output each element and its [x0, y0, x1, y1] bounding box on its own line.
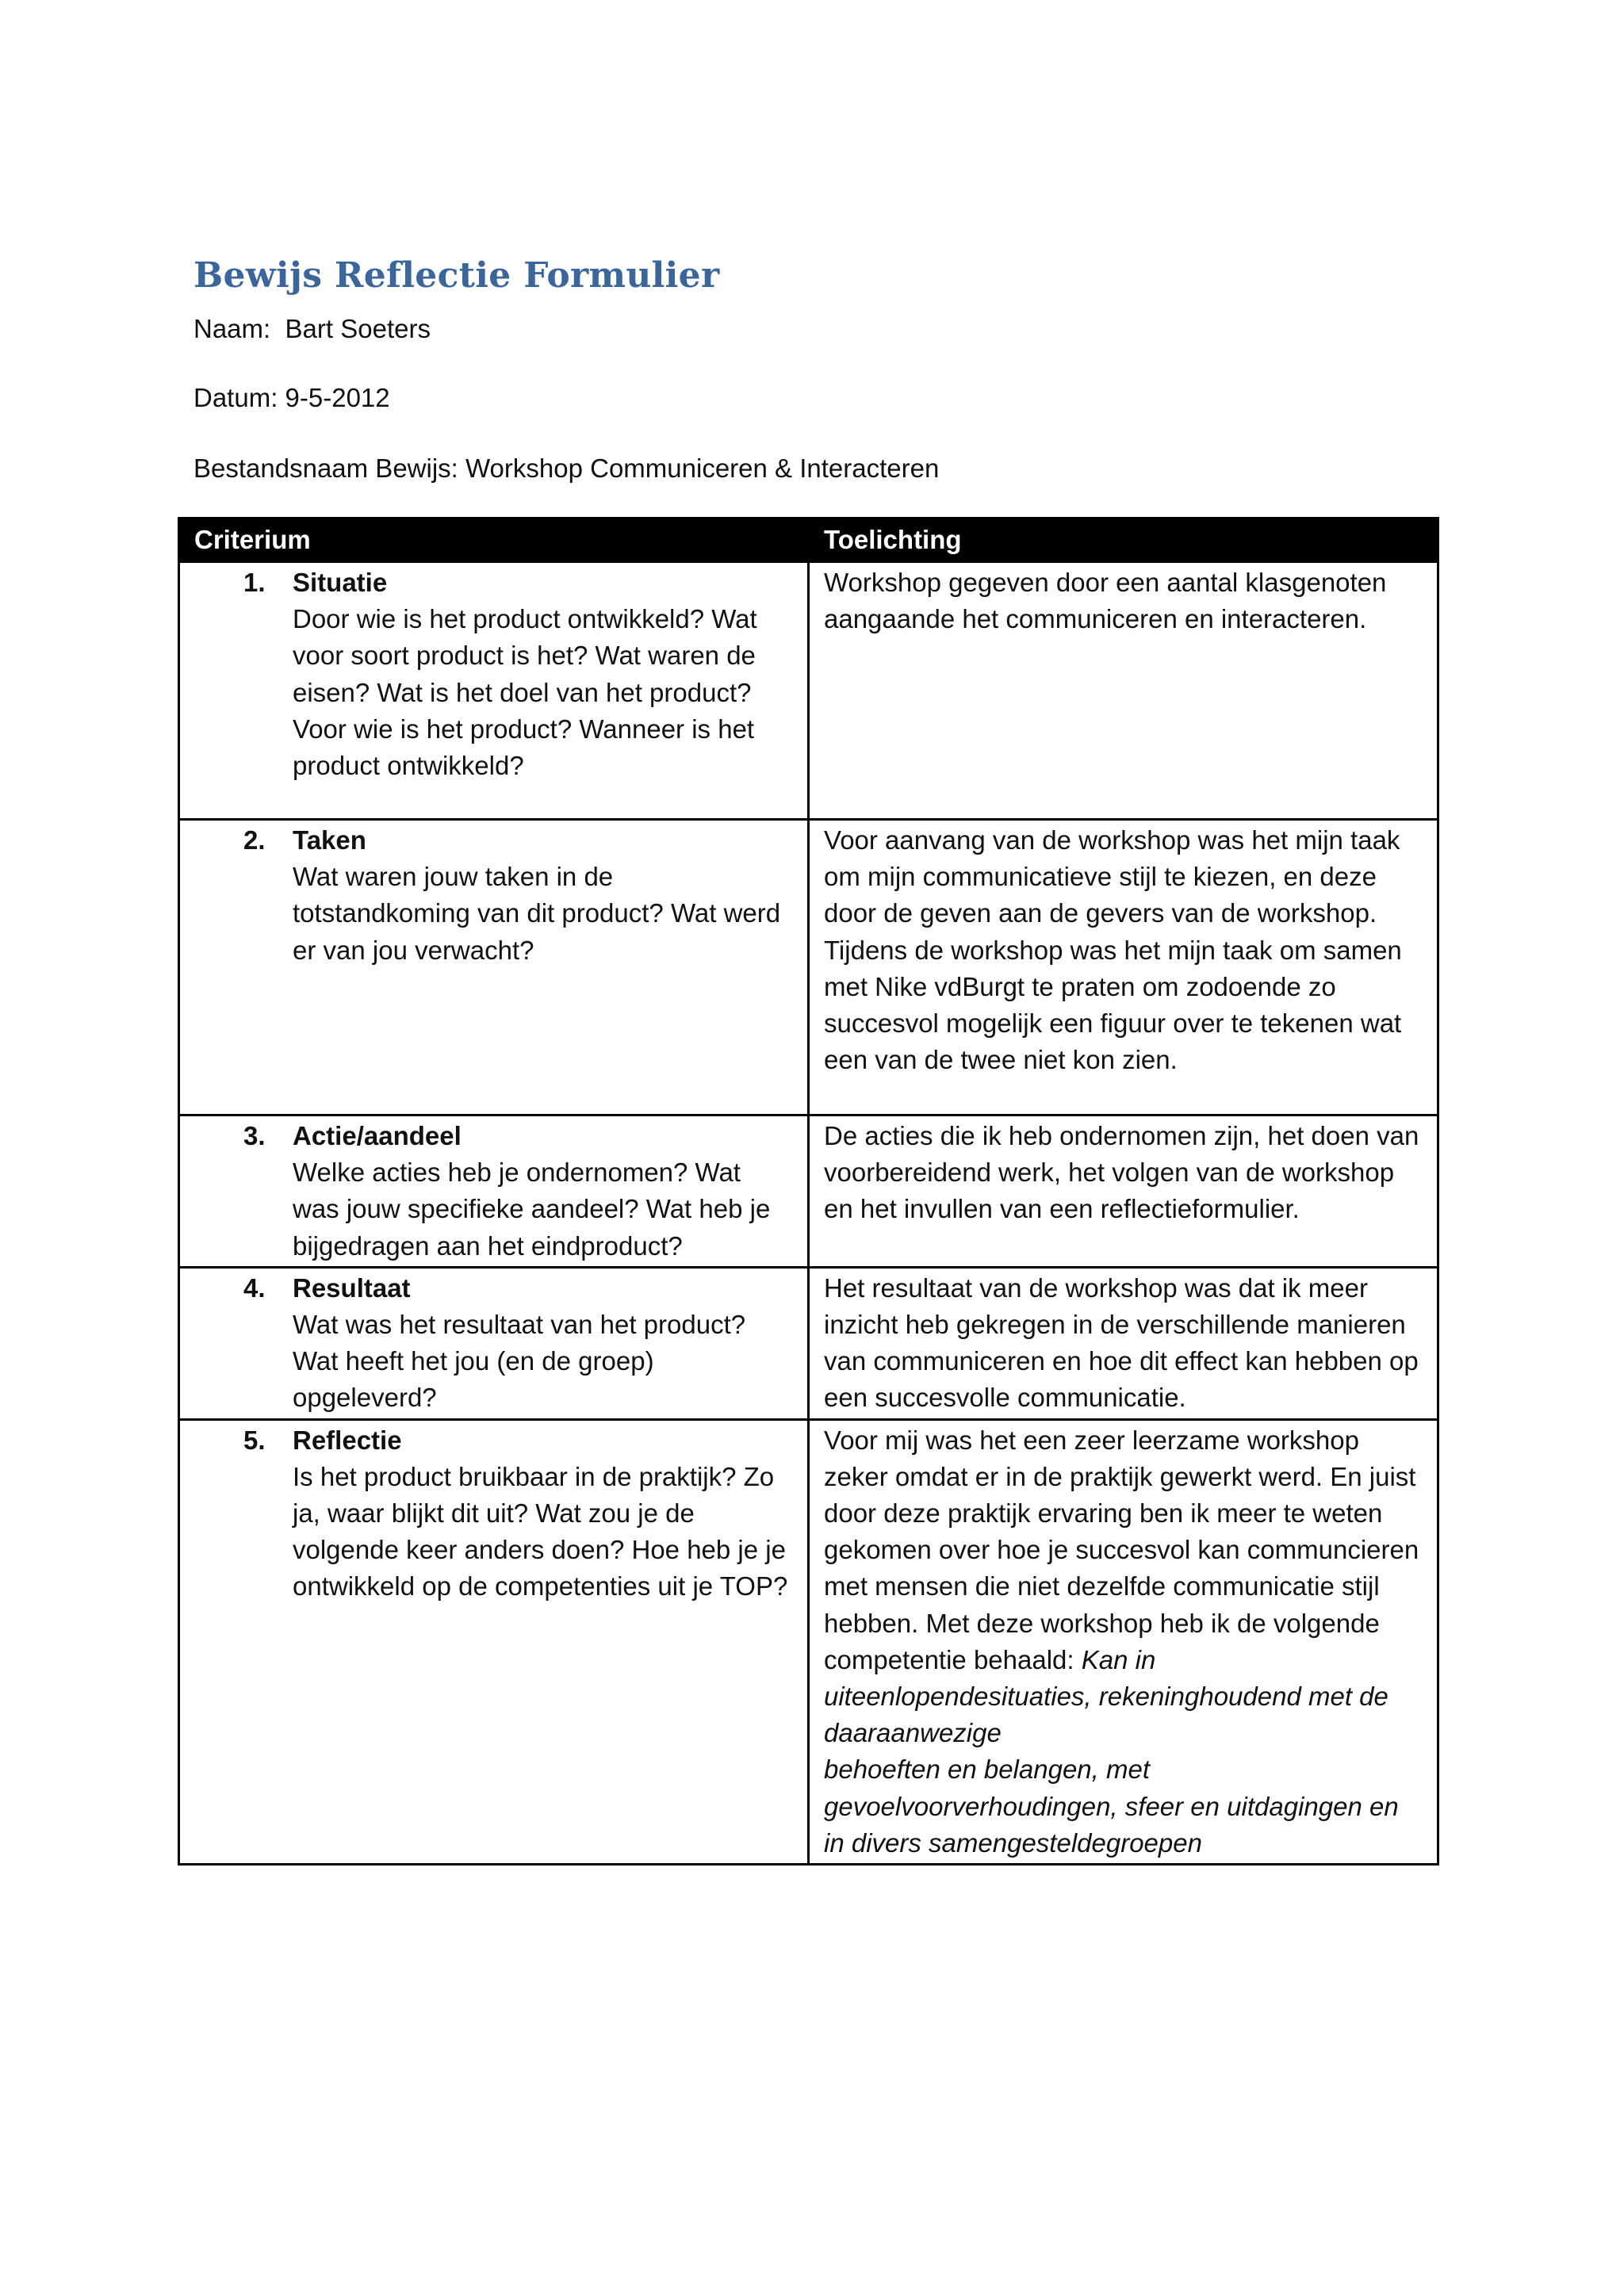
- criterium-number: 5.: [243, 1425, 266, 1455]
- criterium-question: Wat waren jouw taken in de totstandkoming van dit product? Wat werd er van jou verwacht?: [293, 862, 781, 965]
- toelichting-text: De acties die ik heb ondernomen zijn, het doen van voorbereidend werk, het volgen van de workshop en het invullen van een reflectieformulier.: [824, 1121, 1419, 1224]
- document-title: Bewijs Reflectie Formulier: [193, 255, 720, 296]
- toelichting-cell: [809, 1419, 1438, 1864]
- competentie-text-italic: Kan in uiteenlopendesituaties, rekeninghoudend met de daaraanwezige: [824, 1644, 1388, 1748]
- header-toelichting: Toelichting: [809, 519, 1438, 562]
- toelichting-cell: [809, 1115, 1438, 1268]
- toelichting-cell: [809, 820, 1438, 1115]
- reflection-table: [178, 517, 1439, 1866]
- datum-line: Datum: 9-5-2012: [193, 383, 390, 412]
- criterium-question: Door wie is het product ontwikkeld? Wat voor soort product is het? Wat waren de eisen? Wat is het doel van het product? Voor wie is het product? Wanneer is het product ontwikkeld?: [293, 604, 757, 781]
- bestandsnaam-line: Bestandsnaam Bewijs: Workshop Communiceren & Interacteren: [193, 453, 940, 483]
- table-row: [179, 820, 1438, 1115]
- criterium-question: Is het product bruikbaar in de praktijk? Zo ja, waar blijkt dit uit? Wat zou je de volgende keer anders doen? Hoe heb je je ontwikkeld op de competenties uit je TOP?: [293, 1461, 788, 1601]
- toelichting-text: Workshop gegeven door een aantal klasgenoten aangaande het communiceren en interacteren.: [824, 568, 1387, 634]
- table-header-row: [179, 519, 1438, 562]
- table-row: [179, 1419, 1438, 1864]
- criterium-cell: [179, 562, 809, 820]
- toelichting-text-regular: Voor mij was het een zeer leerzame workshop zeker omdat er in de praktijk gewerkt werd. En juist door deze praktijk ervaring ben ik meer te weten gekomen over hoe je succesvol kan communcieren met mensen die niet dezelfde communicatie stijl hebben. Met deze workshop heb ik de volgende competentie behaald:: [824, 1425, 1419, 1674]
- criterium-number: 2.: [243, 825, 266, 855]
- criterium-heading: Taken: [293, 825, 366, 855]
- toelichting-cell: [809, 1267, 1438, 1419]
- criterium-heading: Reflectie: [293, 1425, 402, 1455]
- criterium-number: 1.: [243, 568, 266, 597]
- competentie-text-italic-2: behoeften en belangen, met gevoelvoorverhoudingen, sfeer en uitdagingen en in divers samengesteldegroepen: [824, 1755, 1399, 1858]
- criterium-cell: [179, 1419, 809, 1864]
- criterium-question: Wat was het resultaat van het product? Wat heeft het jou (en de groep) opgeleverd?: [293, 1310, 746, 1413]
- toelichting-text: [824, 1422, 1423, 1752]
- criterium-number: 3.: [243, 1121, 266, 1150]
- criterium-heading: Situatie: [293, 568, 388, 597]
- table-row: [179, 562, 1438, 820]
- table-row: [179, 1115, 1438, 1268]
- criterium-heading: Resultaat: [293, 1272, 411, 1303]
- header-criterium: Criterium: [179, 519, 809, 562]
- toelichting-cell: [809, 562, 1438, 820]
- naam-line: Naam: Bart Soeters: [193, 314, 431, 343]
- toelichting-text: Het resultaat van de workshop was dat ik meer inzicht heb gekregen in de verschillende manieren van communiceren en hoe dit effect kan hebben op een succesvolle communicatie.: [824, 1272, 1419, 1413]
- criterium-question: Welke acties heb je ondernomen? Wat was jouw specifieke aandeel? Wat heb je bijgedragen aan het eindproduct?: [293, 1158, 771, 1261]
- criterium-cell: [179, 1267, 809, 1419]
- criterium-cell: [179, 1115, 809, 1268]
- criterium-number: 4.: [243, 1272, 266, 1303]
- table-row: [179, 1267, 1438, 1419]
- criterium-cell: [179, 820, 809, 1115]
- toelichting-text-2: Tijdens de workshop was het mijn taak om samen met Nike vdBurgt te praten om zodoende zo succesvol mogelijk een figuur over te tekenen wat een van de twee niet kon zien.: [824, 935, 1402, 1075]
- criterium-heading: Actie/aandeel: [293, 1121, 462, 1150]
- toelichting-text: Voor aanvang van de workshop was het mijn taak om mijn communicatieve stijl te kiezen, en deze door de geven aan de gevers van de workshop.: [824, 825, 1400, 928]
